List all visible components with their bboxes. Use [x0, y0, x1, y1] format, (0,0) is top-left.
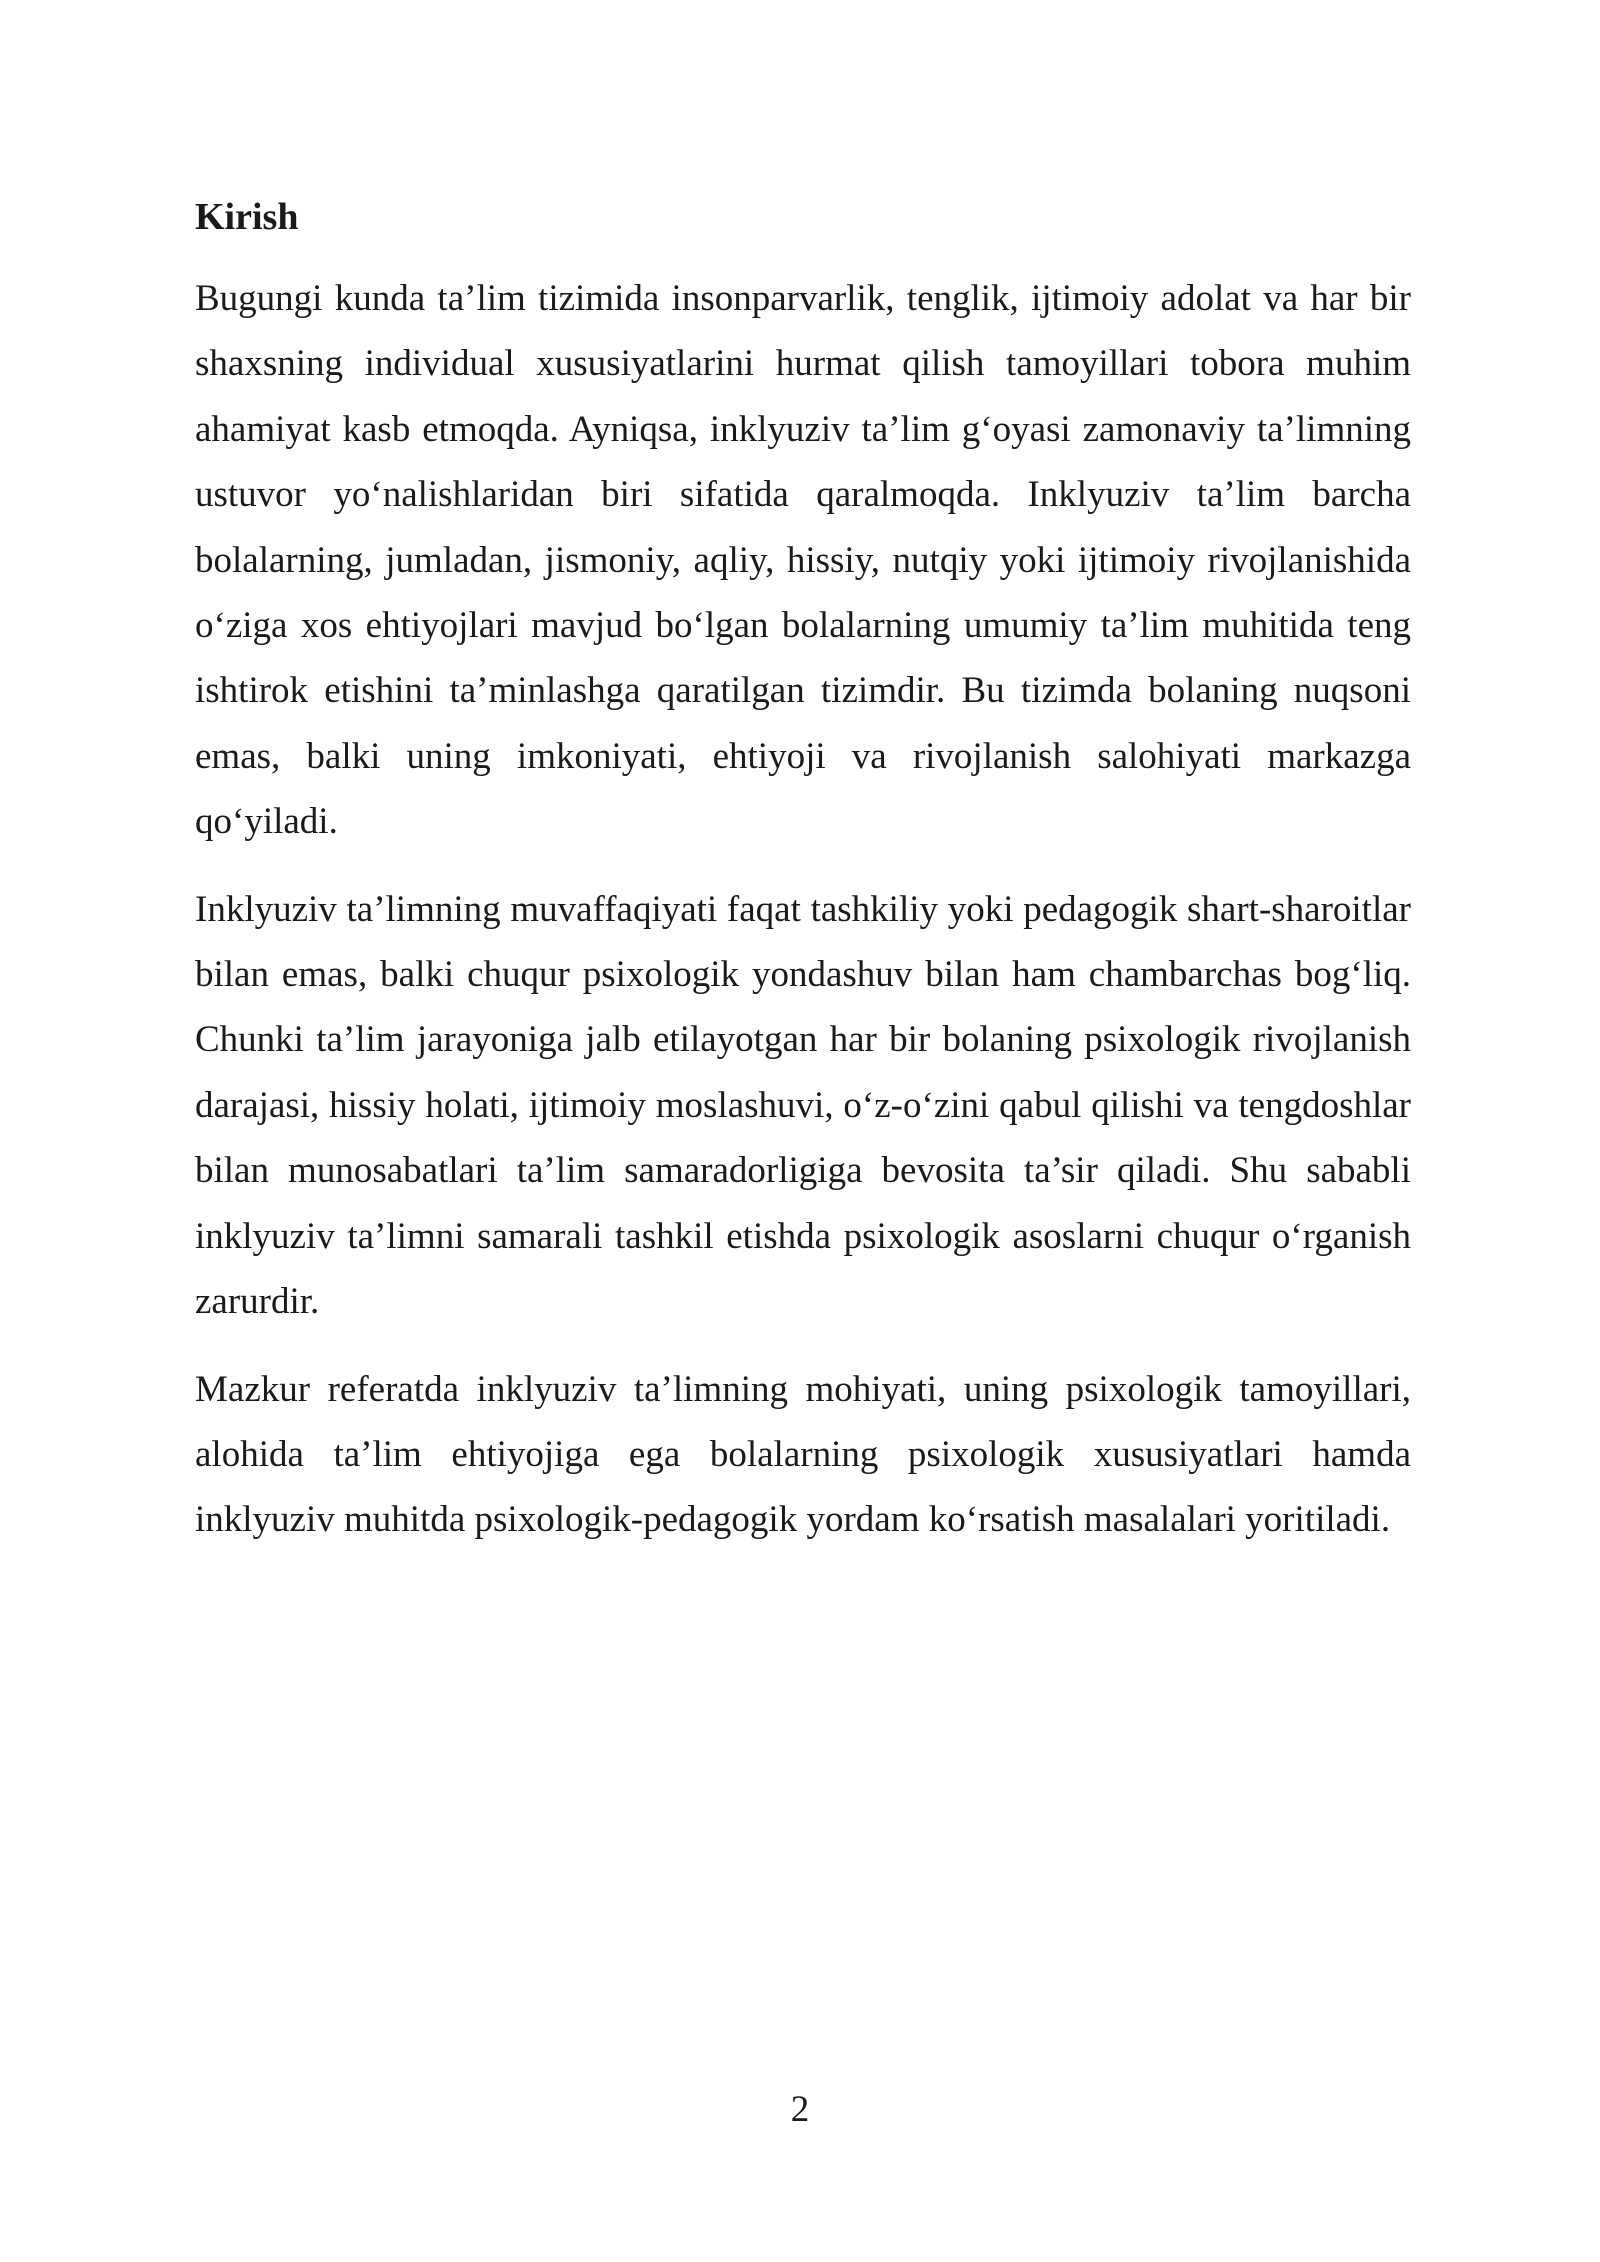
paragraph-3: Mazkur referatda inklyuziv ta’limning mohiyati, uning psixologik tamoyillari, alohida ta’lim ehtiyojiga ega bolalarning psixologik xususiyatlari hamda inklyuziv muhitda psixologik-pedagogik yordam ko‘rsatish masalalari yoritiladi. — [195, 1368, 1411, 1541]
page-content — [195, 190, 1411, 1575]
section-heading: Kirish — [195, 196, 299, 238]
paragraph-1: Bugungi kunda ta’lim tizimida insonparvarlik, tenglik, ijtimoiy adolat va har bir shaxsning individual xususiyatlarini hurmat qilish tamoyillari tobora muhim ahamiyat kasb etmoqda. Ayniqsa, inklyuziv ta’lim g‘oyasi zamonaviy ta’limning ustuvor yo‘nalishlaridan biri sifatida qaralmoqda. Inklyuziv ta’lim barcha bolalarning, jumladan, jismoniy, aqliy, hissiy, nutqiy yoki ijtimoiy rivojlanishida o‘ziga xos ehtiyojlari mavjud bo‘lgan bolalarning umumiy ta’lim muhitida teng ishtirok etishini ta’minlashga qaratilgan tizimdir. Bu tizimda bolaning nuqsoni emas, balki uning imkoniyati, ehtiyoji va rivojlanish salohiyati markazga qo‘yiladi. — [195, 278, 1411, 843]
paragraph-2: Inklyuziv ta’limning muvaffaqiyati faqat tashkiliy yoki pedagogik shart-sharoitlar bilan emas, balki chuqur psixologik yondashuv bilan ham chambarchas bog‘liq. Chunki ta’lim jarayoniga jalb etilayotgan har bir bolaning psixologik rivojlanish darajasi, hissiy holati, ijtimoiy moslashuvi, o‘z-o‘zini qabul qilishi va tengdoshlar bilan munosabatlari ta’lim samaradorligiga bevosita ta’sir qiladi. Shu sababli inklyuziv ta’limni samarali tashkil etishda psixologik asoslarni chuqur o‘rganish zarurdir. — [195, 888, 1411, 1323]
page-number: 2 — [790, 2089, 810, 2130]
